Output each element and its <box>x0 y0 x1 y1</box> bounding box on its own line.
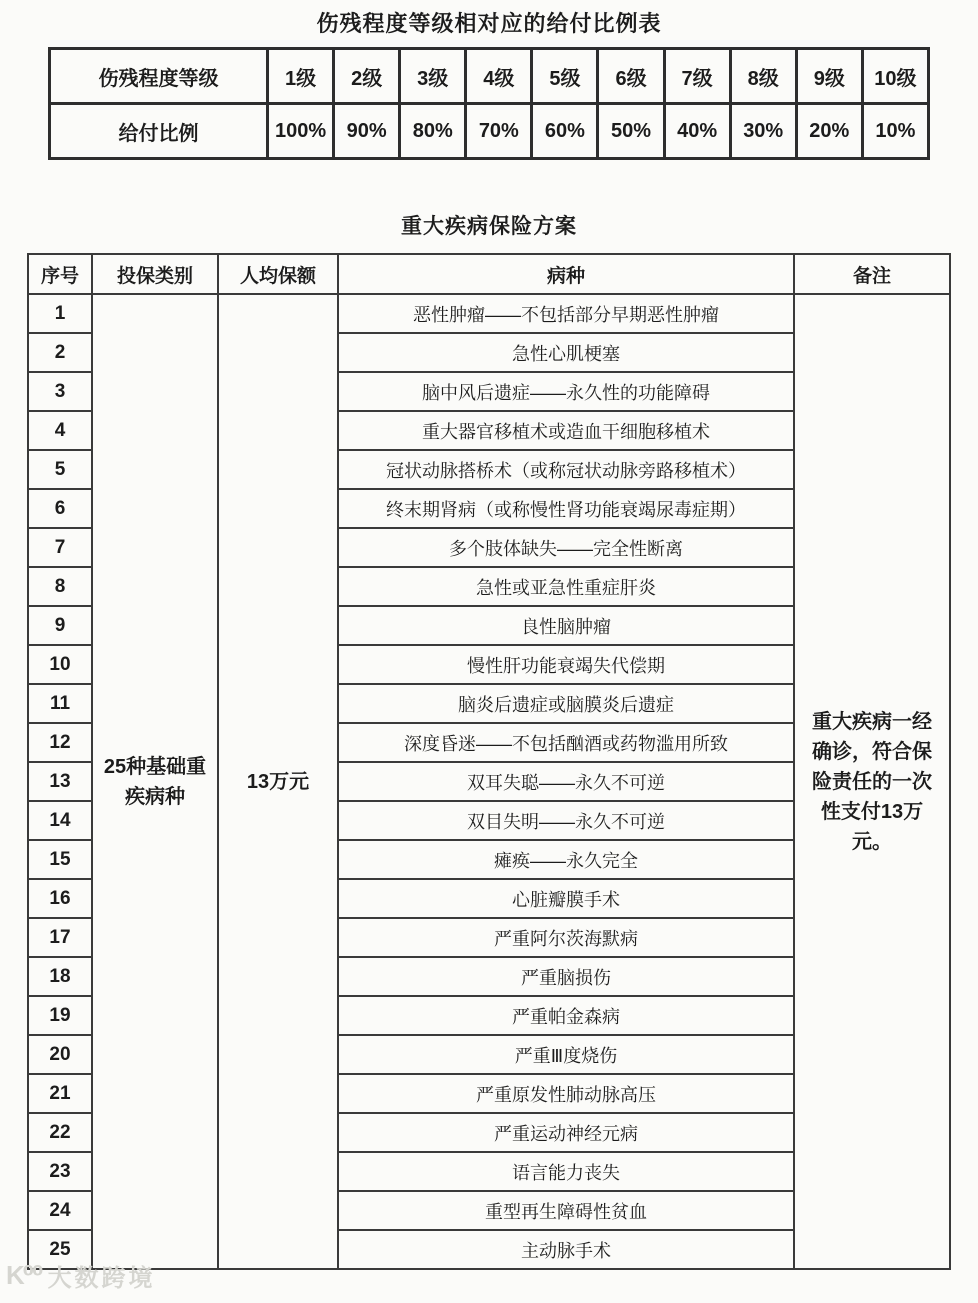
watermark-text: 大数跨境 <box>47 1265 156 1292</box>
disease-name: 重型再生障碍性贫血 <box>338 1191 794 1230</box>
ratio-cell: 70% <box>466 104 532 159</box>
row-number: 1 <box>28 294 92 333</box>
disease-name: 良性脑肿瘤 <box>338 606 794 645</box>
disease-name: 深度昏迷——不包括酗酒或药物滥用所致 <box>338 723 794 762</box>
payout-ratio-row <box>50 104 929 159</box>
payout-table-title: 伤残程度等级相对应的给付比例表 <box>316 11 662 36</box>
row-number: 13 <box>28 762 92 801</box>
disease-name: 重大器官移植术或造血干细胞移植术 <box>338 411 794 450</box>
disease-name: 严重原发性肺动脉高压 <box>338 1074 794 1113</box>
ratio-cell: 90% <box>334 104 400 159</box>
table-row <box>28 294 950 333</box>
watermark <box>6 1258 156 1293</box>
row-number: 15 <box>28 840 92 879</box>
disease-name: 严重脑损伤 <box>338 957 794 996</box>
row-number: 9 <box>28 606 92 645</box>
disease-name: 主动脉手术 <box>338 1230 794 1269</box>
level-cell: 6级 <box>598 49 664 104</box>
payout-level-row-label: 伤残程度等级 <box>50 49 268 104</box>
row-number: 14 <box>28 801 92 840</box>
header-remark: 备注 <box>794 254 950 294</box>
row-number: 20 <box>28 1035 92 1074</box>
row-number: 2 <box>28 333 92 372</box>
disease-name: 语言能力丧失 <box>338 1152 794 1191</box>
ratio-cell: 30% <box>730 104 796 159</box>
row-number: 25 <box>28 1230 92 1269</box>
level-cell: 5级 <box>532 49 598 104</box>
disease-name: 严重运动神经元病 <box>338 1113 794 1152</box>
disease-name: 冠状动脉搭桥术（或称冠状动脉旁路移植术） <box>338 450 794 489</box>
level-cell: 4级 <box>466 49 532 104</box>
row-number: 5 <box>28 450 92 489</box>
row-number: 23 <box>28 1152 92 1191</box>
header-disease: 病种 <box>338 254 794 294</box>
level-cell: 7级 <box>664 49 730 104</box>
disease-name: 双耳失聪——永久不可逆 <box>338 762 794 801</box>
category-cell: 25种基础重疾病种 <box>92 294 218 1269</box>
disease-name: 终末期肾病（或称慢性肾功能衰竭尿毒症期） <box>338 489 794 528</box>
level-cell: 3级 <box>400 49 466 104</box>
disease-name: 严重阿尔茨海默病 <box>338 918 794 957</box>
disease-name: 心脏瓣膜手术 <box>338 879 794 918</box>
ratio-cell: 10% <box>862 104 928 159</box>
disease-name: 严重帕金森病 <box>338 996 794 1035</box>
header-coverage: 人均保额 <box>218 254 338 294</box>
disease-name: 急性或亚急性重症肝炎 <box>338 567 794 606</box>
disease-name: 恶性肿瘤——不包括部分早期恶性肿瘤 <box>338 294 794 333</box>
disease-name: 双目失明——永久不可逆 <box>338 801 794 840</box>
row-number: 7 <box>28 528 92 567</box>
ratio-cell: 40% <box>664 104 730 159</box>
header-category: 投保类别 <box>92 254 218 294</box>
payout-level-row <box>50 49 929 104</box>
ratio-cell: 20% <box>796 104 862 159</box>
row-number: 21 <box>28 1074 92 1113</box>
row-number: 10 <box>28 645 92 684</box>
row-number: 3 <box>28 372 92 411</box>
disease-table-header-row <box>28 254 950 294</box>
disease-name: 脑炎后遗症或脑膜炎后遗症 <box>338 684 794 723</box>
coverage-cell: 13万元 <box>218 294 338 1269</box>
level-cell: 10级 <box>862 49 928 104</box>
ratio-cell: 100% <box>268 104 334 159</box>
row-number: 17 <box>28 918 92 957</box>
row-number: 22 <box>28 1113 92 1152</box>
disease-name: 脑中风后遗症——永久性的功能障碍 <box>338 372 794 411</box>
disease-name: 慢性肝功能衰竭失代偿期 <box>338 645 794 684</box>
watermark-logo-icon: K⁰⁰ <box>6 1260 42 1290</box>
ratio-cell: 60% <box>532 104 598 159</box>
payout-ratio-table <box>48 47 930 160</box>
header-no: 序号 <box>28 254 92 294</box>
ratio-cell: 80% <box>400 104 466 159</box>
level-cell: 1级 <box>268 49 334 104</box>
critical-illness-table <box>27 253 951 1270</box>
row-number: 4 <box>28 411 92 450</box>
row-number: 8 <box>28 567 92 606</box>
disease-name: 急性心肌梗塞 <box>338 333 794 372</box>
payout-ratio-row-label: 给付比例 <box>50 104 268 159</box>
level-cell: 8级 <box>730 49 796 104</box>
row-number: 24 <box>28 1191 92 1230</box>
disease-name: 多个肢体缺失——完全性断离 <box>338 528 794 567</box>
row-number: 12 <box>28 723 92 762</box>
level-cell: 2级 <box>334 49 400 104</box>
row-number: 16 <box>28 879 92 918</box>
disease-name: 瘫痪——永久完全 <box>338 840 794 879</box>
row-number: 19 <box>28 996 92 1035</box>
disease-table-title: 重大疾病保险方案 <box>401 215 577 238</box>
row-number: 18 <box>28 957 92 996</box>
ratio-cell: 50% <box>598 104 664 159</box>
row-number: 6 <box>28 489 92 528</box>
level-cell: 9级 <box>796 49 862 104</box>
disease-name: 严重Ⅲ度烧伤 <box>338 1035 794 1074</box>
row-number: 11 <box>28 684 92 723</box>
remark-cell: 重大疾病一经确诊，符合保险责任的一次性支付13万元。 <box>794 294 950 1269</box>
